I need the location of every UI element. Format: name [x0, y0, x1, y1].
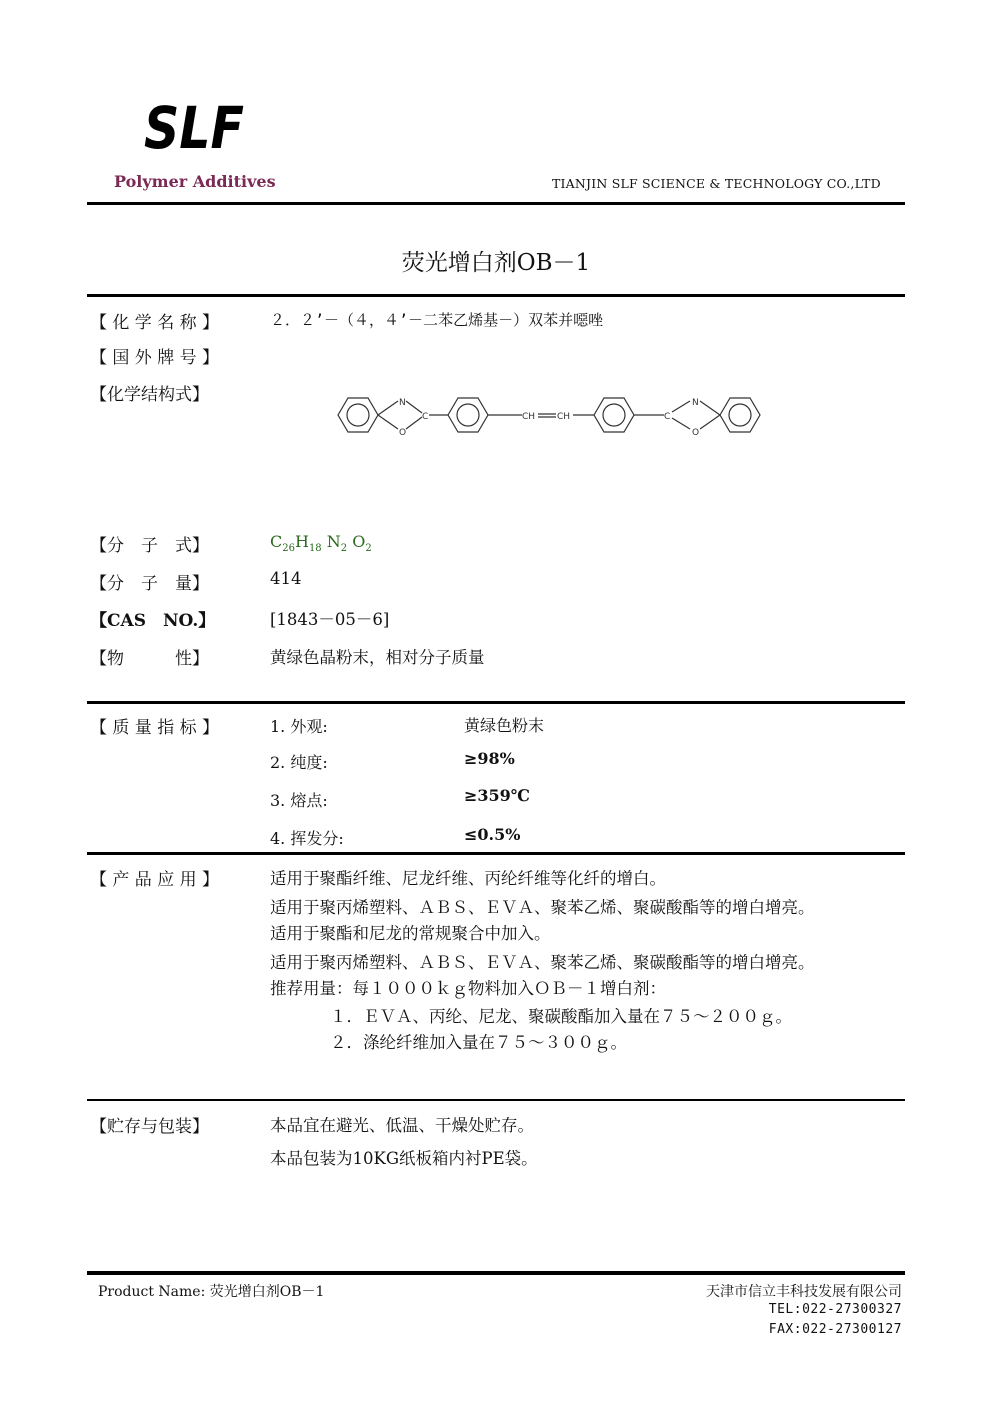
tagline: Polymer Additives: [114, 172, 276, 191]
storage-label: 【贮存与包装】: [90, 1117, 209, 1137]
logo-text: SLF: [144, 94, 244, 162]
cas-value: [1843－05－6]: [270, 610, 390, 629]
footer-tel: TEL:022-27300327: [768, 1302, 902, 1317]
chem-name-value: ２．２’－（４，４’－二苯乙烯基－）双苯并噁唑: [270, 311, 604, 329]
quality-item-key: 3. 熔点:: [270, 791, 328, 810]
quality-item-value: ≤0.5%: [464, 825, 521, 844]
storage-line: 本品宜在避光、低温、干燥处贮存。: [270, 1116, 534, 1135]
svg-text:CH: CH: [522, 412, 536, 422]
application-line: 推荐用量：每１０００ｋｇ物料加入ＯＢ－１增白剂：: [270, 979, 666, 998]
formula-label: 【分 子 式】: [90, 536, 209, 556]
storage-rule: [87, 1099, 905, 1101]
quality-item-value: ≥359℃: [464, 786, 530, 805]
svg-text:N: N: [399, 398, 406, 408]
quality-item-key: 4. 挥发分:: [270, 829, 344, 848]
application-label: 【 产 品 应 用 】: [90, 870, 220, 890]
page-title: 荧光增白剂OB－1: [401, 250, 591, 276]
svg-text:O: O: [399, 428, 407, 438]
svg-text:O: O: [692, 428, 700, 438]
property-label: 【物 性】: [90, 649, 209, 669]
company-name-en: TIANJIN SLF SCIENCE & TECHNOLOGY CO.,LTD: [552, 176, 881, 191]
application-line: 适用于聚丙烯塑料、ＡＢＳ、ＥＶＡ、聚苯乙烯、聚碳酸酯等的增白增亮。: [270, 898, 815, 917]
svg-text:C: C: [664, 412, 671, 422]
dosage-line: １．ＥＶＡ、丙纶、尼龙、聚碳酸酯加入量在７５～２００ｇ。: [330, 1007, 792, 1026]
title-rule: [87, 294, 905, 297]
quality-item-value: ≥98%: [464, 749, 515, 768]
molecular-formula: $C_{26}H_{18}$ $N_2$ $O_2$: [270, 532, 372, 555]
quality-item-key: 2. 纯度:: [270, 753, 328, 772]
application-line: 适用于聚丙烯塑料、ＡＢＳ、ＥＶＡ、聚苯乙烯、聚碳酸酯等的增白增亮。: [270, 953, 815, 972]
property-value: 黄绿色晶粉末，相对分子质量: [270, 648, 485, 667]
foreign-brand-label: 【 国 外 牌 号 】: [90, 348, 220, 368]
footer-company-cn: 天津市信立丰科技发展有限公司: [706, 1284, 902, 1300]
molecular-weight-label: 【分 子 量】: [90, 574, 209, 594]
application-line: 适用于聚酯纤维、尼龙纤维、丙纶纤维等化纤的增白。: [270, 869, 666, 888]
chemical-structure-diagram: [330, 385, 770, 445]
quality-label: 【 质 量 指 标 】: [90, 718, 220, 738]
footer-rule: [87, 1271, 905, 1275]
svg-text:CH: CH: [557, 412, 571, 422]
header-rule: [87, 202, 905, 205]
cas-label: 【CAS NO.】: [90, 611, 216, 631]
molecular-weight-value: 414: [270, 569, 302, 588]
quality-item-value: 黄绿色粉末: [464, 716, 545, 735]
storage-line: 本品包装为10KG纸板箱内衬PE袋。: [270, 1149, 538, 1168]
structure-label: 【化学结构式】: [90, 385, 209, 405]
quality-item-key: 1. 外观:: [270, 717, 328, 736]
slf-logo: [142, 94, 246, 162]
footer-fax: FAX:022-27300127: [768, 1322, 902, 1337]
quality-rule: [87, 701, 905, 704]
application-line: 适用于聚酯和尼龙的常规聚合中加入。: [270, 924, 551, 943]
dosage-line: ２．涤纶纤维加入量在７５～３００ｇ。: [330, 1033, 627, 1052]
application-rule: [87, 852, 905, 855]
svg-text:C: C: [422, 412, 429, 422]
chem-name-label: 【 化 学 名 称 】: [90, 313, 220, 333]
footer-product-name: Product Name: 荧光增白剂OB－1: [98, 1284, 325, 1300]
svg-text:N: N: [692, 398, 699, 408]
